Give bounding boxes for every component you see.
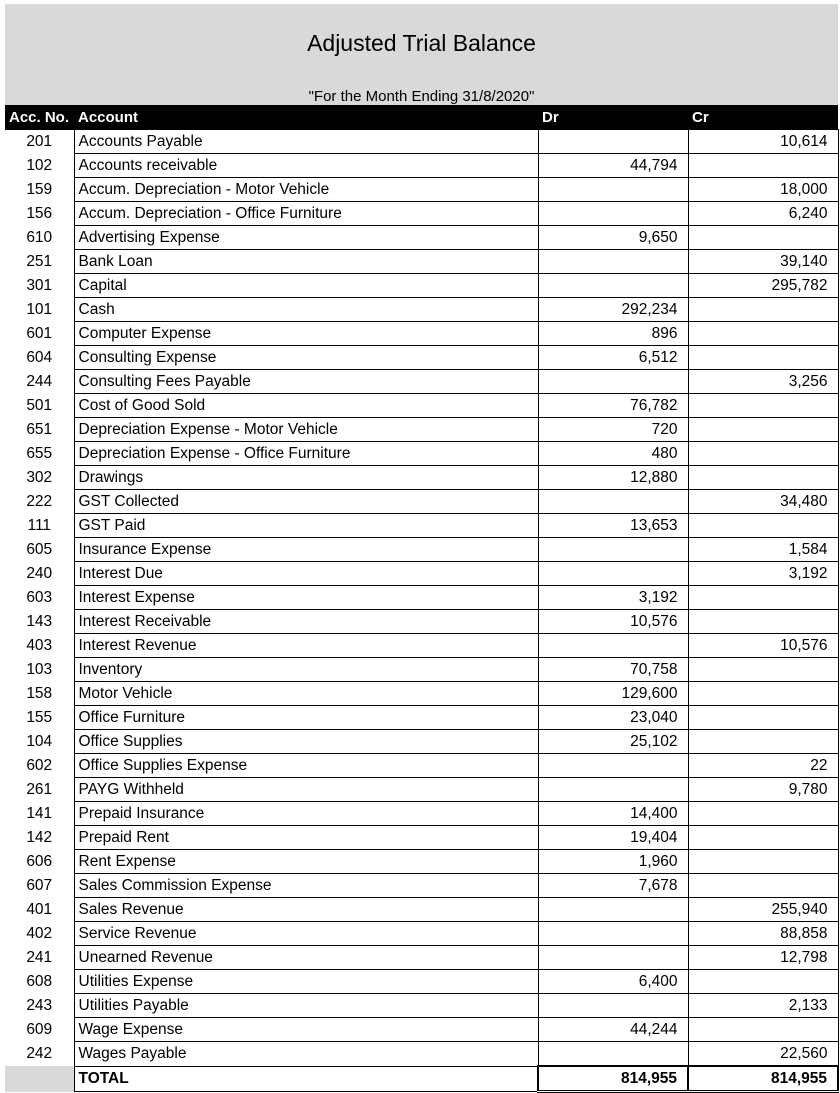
account-name: Accounts Payable bbox=[74, 130, 538, 154]
credit-amount: 3,192 bbox=[688, 562, 838, 586]
debit-amount: 7,678 bbox=[538, 874, 688, 898]
credit-amount: 2,133 bbox=[688, 994, 838, 1018]
debit-amount: 480 bbox=[538, 442, 688, 466]
account-name: Utilities Expense bbox=[74, 970, 538, 994]
debit-amount: 6,400 bbox=[538, 970, 688, 994]
account-number: 141 bbox=[5, 802, 74, 826]
credit-amount bbox=[688, 346, 838, 370]
total-blank-cell bbox=[5, 1066, 74, 1092]
credit-amount bbox=[688, 970, 838, 994]
table-row bbox=[5, 442, 838, 466]
table-row bbox=[5, 130, 838, 154]
account-name: Motor Vehicle bbox=[74, 682, 538, 706]
debit-amount: 23,040 bbox=[538, 706, 688, 730]
table-row bbox=[5, 874, 838, 898]
table-row bbox=[5, 994, 838, 1018]
account-number: 155 bbox=[5, 706, 74, 730]
account-name: Accum. Depreciation - Motor Vehicle bbox=[74, 178, 538, 202]
debit-amount: 292,234 bbox=[538, 298, 688, 322]
account-name: Advertising Expense bbox=[74, 226, 538, 250]
credit-amount: 1,584 bbox=[688, 538, 838, 562]
debit-amount bbox=[538, 178, 688, 202]
debit-amount: 14,400 bbox=[538, 802, 688, 826]
account-name: Sales Commission Expense bbox=[74, 874, 538, 898]
account-name: Accum. Depreciation - Office Furniture bbox=[74, 202, 538, 226]
table-row bbox=[5, 490, 838, 514]
account-number: 603 bbox=[5, 586, 74, 610]
credit-amount: 255,940 bbox=[688, 898, 838, 922]
credit-amount bbox=[688, 394, 838, 418]
table-row bbox=[5, 298, 838, 322]
account-name: Computer Expense bbox=[74, 322, 538, 346]
debit-amount: 44,794 bbox=[538, 154, 688, 178]
account-number: 103 bbox=[5, 658, 74, 682]
account-name: Capital bbox=[74, 274, 538, 298]
table-row bbox=[5, 250, 838, 274]
account-number: 606 bbox=[5, 850, 74, 874]
debit-amount bbox=[538, 994, 688, 1018]
debit-amount bbox=[538, 250, 688, 274]
table-row bbox=[5, 658, 838, 682]
credit-amount bbox=[688, 322, 838, 346]
account-number: 605 bbox=[5, 538, 74, 562]
table-row bbox=[5, 154, 838, 178]
account-number: 609 bbox=[5, 1018, 74, 1042]
account-name: Cash bbox=[74, 298, 538, 322]
account-number: 111 bbox=[5, 514, 74, 538]
table-row bbox=[5, 946, 838, 970]
table-row bbox=[5, 586, 838, 610]
account-number: 655 bbox=[5, 442, 74, 466]
table-row bbox=[5, 610, 838, 634]
account-number: 403 bbox=[5, 634, 74, 658]
table-row bbox=[5, 274, 838, 298]
table-row bbox=[5, 826, 838, 850]
account-name: Consulting Fees Payable bbox=[74, 370, 538, 394]
account-number: 243 bbox=[5, 994, 74, 1018]
page-title: Adjusted Trial Balance bbox=[307, 30, 536, 56]
table-row bbox=[5, 562, 838, 586]
credit-amount bbox=[688, 874, 838, 898]
debit-amount: 76,782 bbox=[538, 394, 688, 418]
account-name: Interest Revenue bbox=[74, 634, 538, 658]
table-row bbox=[5, 970, 838, 994]
account-name: Unearned Revenue bbox=[74, 946, 538, 970]
account-number: 101 bbox=[5, 298, 74, 322]
account-name: Service Revenue bbox=[74, 922, 538, 946]
account-number: 241 bbox=[5, 946, 74, 970]
table-row bbox=[5, 322, 838, 346]
table-row bbox=[5, 514, 838, 538]
table-body bbox=[5, 130, 838, 1092]
credit-amount: 18,000 bbox=[688, 178, 838, 202]
account-number: 143 bbox=[5, 610, 74, 634]
account-number: 201 bbox=[5, 130, 74, 154]
account-name: Wages Payable bbox=[74, 1042, 538, 1067]
credit-amount bbox=[688, 298, 838, 322]
table-row bbox=[5, 394, 838, 418]
account-name: Interest Receivable bbox=[74, 610, 538, 634]
account-name: Sales Revenue bbox=[74, 898, 538, 922]
credit-amount: 10,614 bbox=[688, 130, 838, 154]
credit-amount bbox=[688, 466, 838, 490]
account-number: 601 bbox=[5, 322, 74, 346]
debit-amount: 896 bbox=[538, 322, 688, 346]
debit-amount bbox=[538, 562, 688, 586]
account-name: Wage Expense bbox=[74, 1018, 538, 1042]
credit-amount bbox=[688, 682, 838, 706]
account-name: Inventory bbox=[74, 658, 538, 682]
trial-balance-table bbox=[5, 105, 839, 1093]
credit-amount bbox=[688, 658, 838, 682]
account-name: Bank Loan bbox=[74, 250, 538, 274]
account-number: 102 bbox=[5, 154, 74, 178]
account-number: 501 bbox=[5, 394, 74, 418]
table-row bbox=[5, 850, 838, 874]
debit-amount bbox=[538, 202, 688, 226]
account-name: Office Supplies Expense bbox=[74, 754, 538, 778]
account-name: Cost of Good Sold bbox=[74, 394, 538, 418]
table-row bbox=[5, 754, 838, 778]
account-number: 604 bbox=[5, 346, 74, 370]
header-row bbox=[5, 105, 838, 130]
total-label: TOTAL bbox=[74, 1066, 538, 1092]
account-number: 607 bbox=[5, 874, 74, 898]
table-row bbox=[5, 898, 838, 922]
account-number: 602 bbox=[5, 754, 74, 778]
table-row bbox=[5, 730, 838, 754]
credit-amount bbox=[688, 850, 838, 874]
table-row bbox=[5, 538, 838, 562]
credit-amount bbox=[688, 226, 838, 250]
account-name: Office Supplies bbox=[74, 730, 538, 754]
table-row bbox=[5, 682, 838, 706]
debit-amount: 44,244 bbox=[538, 1018, 688, 1042]
credit-amount: 6,240 bbox=[688, 202, 838, 226]
table-row bbox=[5, 418, 838, 442]
account-number: 104 bbox=[5, 730, 74, 754]
column-header-acc-no: Acc. No. bbox=[5, 105, 74, 130]
credit-amount: 10,576 bbox=[688, 634, 838, 658]
debit-amount: 70,758 bbox=[538, 658, 688, 682]
debit-amount bbox=[538, 1042, 688, 1067]
account-number: 142 bbox=[5, 826, 74, 850]
account-number: 156 bbox=[5, 202, 74, 226]
table-row bbox=[5, 346, 838, 370]
debit-amount: 6,512 bbox=[538, 346, 688, 370]
account-number: 159 bbox=[5, 178, 74, 202]
table-row bbox=[5, 706, 838, 730]
table-row bbox=[5, 1042, 838, 1067]
account-name: Drawings bbox=[74, 466, 538, 490]
debit-amount bbox=[538, 274, 688, 298]
debit-amount bbox=[538, 130, 688, 154]
account-number: 222 bbox=[5, 490, 74, 514]
credit-amount bbox=[688, 730, 838, 754]
credit-amount bbox=[688, 826, 838, 850]
debit-amount: 9,650 bbox=[538, 226, 688, 250]
account-name: Depreciation Expense - Motor Vehicle bbox=[74, 418, 538, 442]
account-number: 240 bbox=[5, 562, 74, 586]
credit-amount: 39,140 bbox=[688, 250, 838, 274]
credit-amount: 22,560 bbox=[688, 1042, 838, 1067]
period-subtitle: "For the Month Ending 31/8/2020" bbox=[308, 88, 535, 105]
account-name: GST Collected bbox=[74, 490, 538, 514]
debit-amount: 12,880 bbox=[538, 466, 688, 490]
account-number: 261 bbox=[5, 778, 74, 802]
account-number: 608 bbox=[5, 970, 74, 994]
credit-amount bbox=[688, 610, 838, 634]
table-row bbox=[5, 202, 838, 226]
account-name: Utilities Payable bbox=[74, 994, 538, 1018]
table-row bbox=[5, 634, 838, 658]
credit-amount: 3,256 bbox=[688, 370, 838, 394]
debit-amount: 19,404 bbox=[538, 826, 688, 850]
account-number: 651 bbox=[5, 418, 74, 442]
debit-amount: 13,653 bbox=[538, 514, 688, 538]
account-name: PAYG Withheld bbox=[74, 778, 538, 802]
debit-amount bbox=[538, 490, 688, 514]
debit-amount bbox=[538, 946, 688, 970]
account-name: Accounts receivable bbox=[74, 154, 538, 178]
account-name: GST Paid bbox=[74, 514, 538, 538]
account-number: 301 bbox=[5, 274, 74, 298]
table-row bbox=[5, 922, 838, 946]
account-name: Rent Expense bbox=[74, 850, 538, 874]
account-name: Office Furniture bbox=[74, 706, 538, 730]
credit-amount: 9,780 bbox=[688, 778, 838, 802]
table-row bbox=[5, 1018, 838, 1042]
debit-amount: 720 bbox=[538, 418, 688, 442]
credit-amount bbox=[688, 514, 838, 538]
account-name: Interest Expense bbox=[74, 586, 538, 610]
credit-amount bbox=[688, 418, 838, 442]
table-row bbox=[5, 226, 838, 250]
account-number: 401 bbox=[5, 898, 74, 922]
column-header-dr: Dr bbox=[538, 105, 688, 130]
account-name: Prepaid Rent bbox=[74, 826, 538, 850]
account-name: Depreciation Expense - Office Furniture bbox=[74, 442, 538, 466]
credit-amount: 88,858 bbox=[688, 922, 838, 946]
total-row bbox=[5, 1066, 838, 1092]
account-number: 251 bbox=[5, 250, 74, 274]
table-row bbox=[5, 370, 838, 394]
total-credit: 814,955 bbox=[688, 1066, 838, 1092]
debit-amount bbox=[538, 538, 688, 562]
total-debit: 814,955 bbox=[538, 1066, 688, 1092]
credit-amount bbox=[688, 586, 838, 610]
debit-amount bbox=[538, 778, 688, 802]
title-band bbox=[5, 4, 838, 105]
credit-amount bbox=[688, 706, 838, 730]
account-name: Insurance Expense bbox=[74, 538, 538, 562]
debit-amount: 129,600 bbox=[538, 682, 688, 706]
table-row bbox=[5, 778, 838, 802]
account-number: 302 bbox=[5, 466, 74, 490]
credit-amount bbox=[688, 442, 838, 466]
account-name: Prepaid Insurance bbox=[74, 802, 538, 826]
account-number: 242 bbox=[5, 1042, 74, 1067]
column-header-account: Account bbox=[74, 105, 538, 130]
table-row bbox=[5, 178, 838, 202]
debit-amount: 3,192 bbox=[538, 586, 688, 610]
debit-amount bbox=[538, 370, 688, 394]
debit-amount bbox=[538, 634, 688, 658]
debit-amount bbox=[538, 898, 688, 922]
table-row bbox=[5, 802, 838, 826]
account-name: Interest Due bbox=[74, 562, 538, 586]
account-number: 244 bbox=[5, 370, 74, 394]
debit-amount bbox=[538, 922, 688, 946]
debit-amount: 1,960 bbox=[538, 850, 688, 874]
credit-amount bbox=[688, 1018, 838, 1042]
credit-amount: 22 bbox=[688, 754, 838, 778]
table-row bbox=[5, 466, 838, 490]
account-number: 402 bbox=[5, 922, 74, 946]
credit-amount bbox=[688, 802, 838, 826]
credit-amount: 12,798 bbox=[688, 946, 838, 970]
credit-amount bbox=[688, 154, 838, 178]
debit-amount bbox=[538, 754, 688, 778]
debit-amount: 10,576 bbox=[538, 610, 688, 634]
account-name: Consulting Expense bbox=[74, 346, 538, 370]
account-number: 610 bbox=[5, 226, 74, 250]
credit-amount: 295,782 bbox=[688, 274, 838, 298]
debit-amount: 25,102 bbox=[538, 730, 688, 754]
credit-amount: 34,480 bbox=[688, 490, 838, 514]
account-number: 158 bbox=[5, 682, 74, 706]
column-header-cr: Cr bbox=[688, 105, 838, 130]
